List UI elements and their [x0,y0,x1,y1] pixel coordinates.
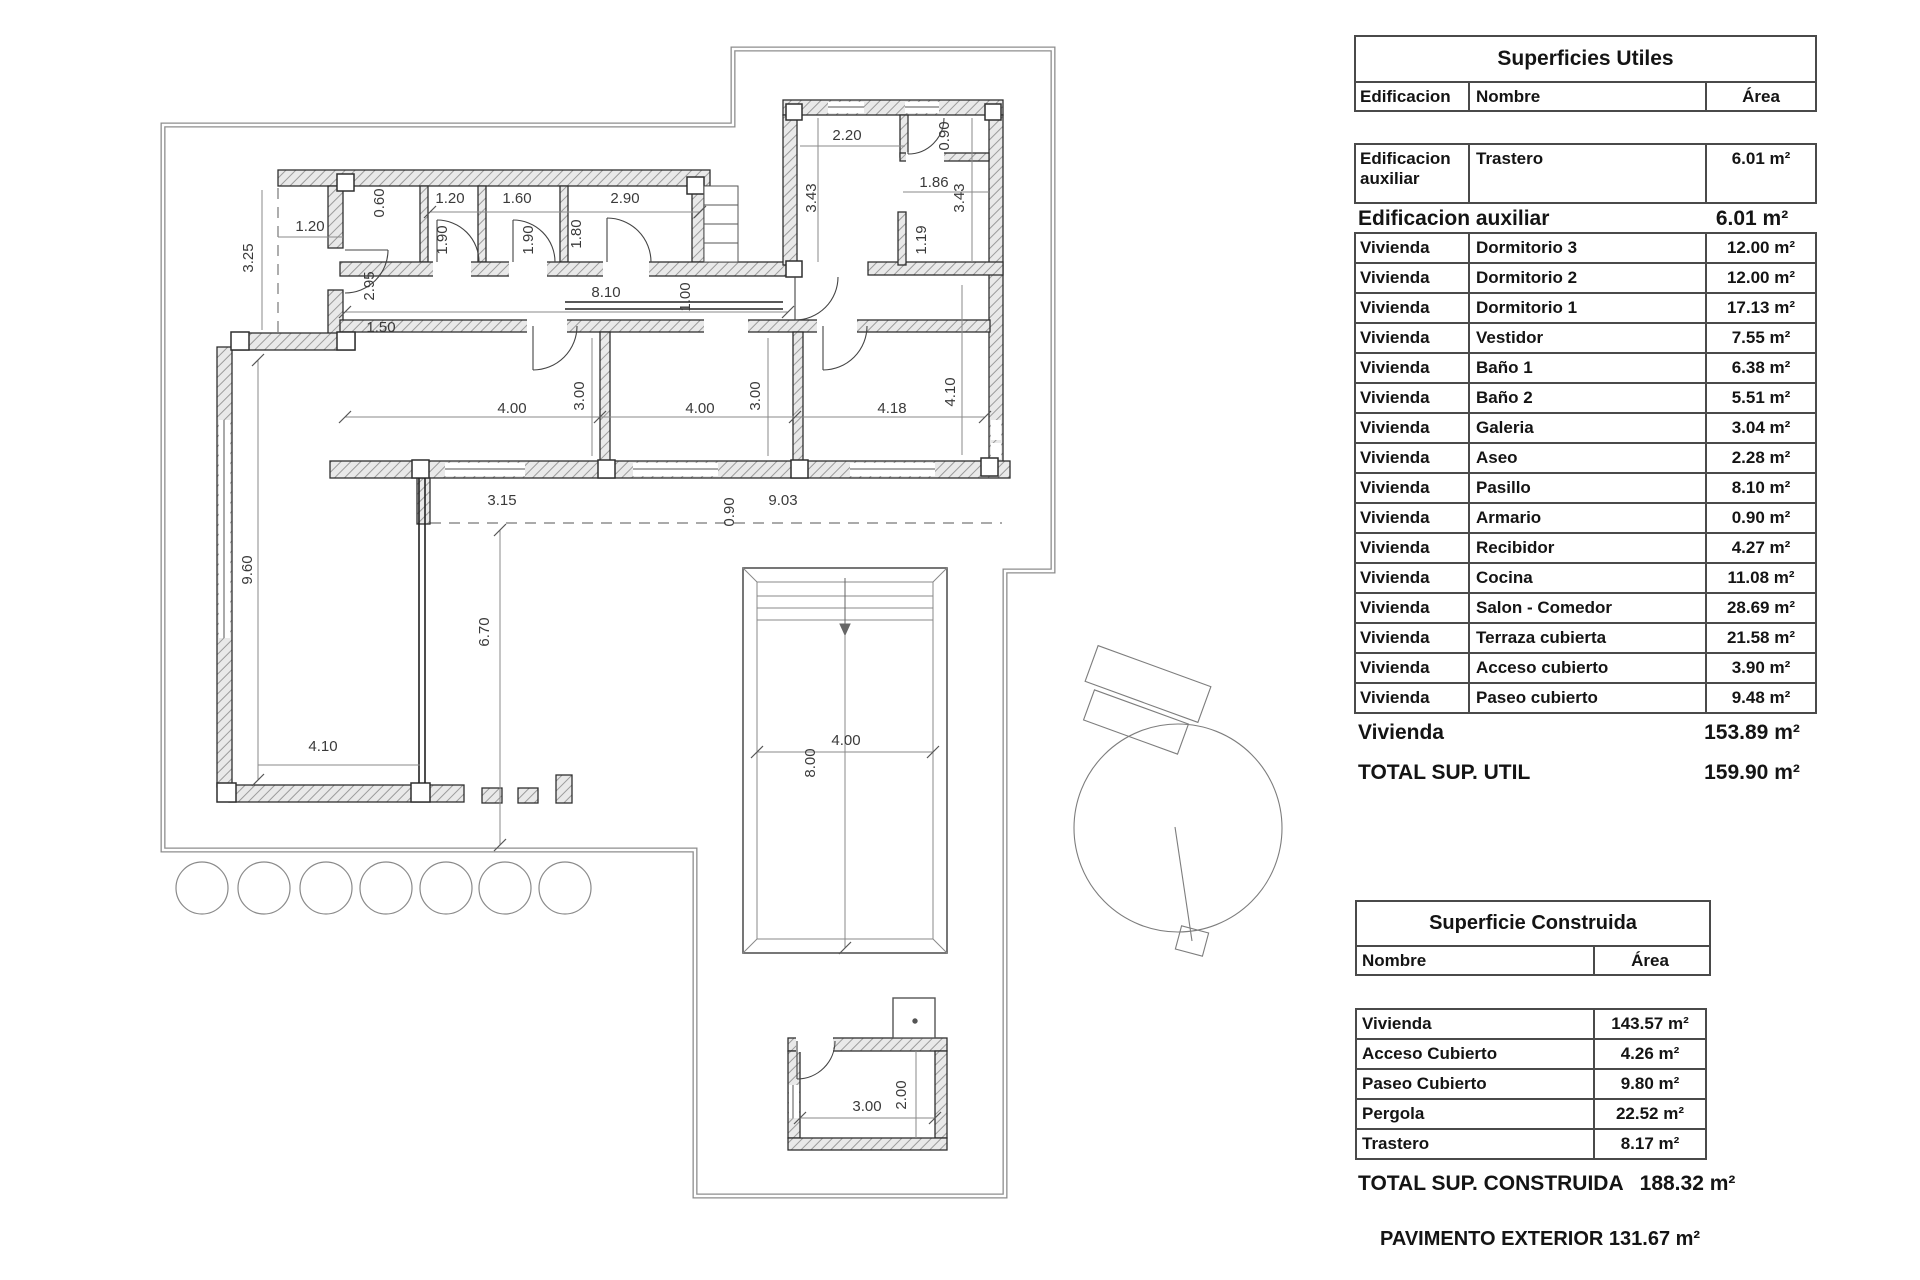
dimension-label: 3.43 [951,183,968,213]
table-row [1354,592,1817,624]
superficies-utiles-header [1354,35,1817,112]
dimension-label: 1.80 [568,219,585,249]
dimension-label: 4.00 [831,732,861,749]
superficie-construida-header [1355,900,1711,976]
cell-nombre: Baño 1 [1468,354,1705,382]
table-row [1355,1068,1707,1100]
cell-nombre: Terraza cubierta [1468,624,1705,652]
cell-area: 9.48 m² [1705,684,1815,712]
cell-edificacion: Vivienda [1360,508,1430,527]
column-headers [1356,81,1815,110]
cell-edificacion: Vivienda [1360,268,1430,287]
cell-area: 8.17 m² [1593,1130,1705,1158]
cell-area: 5.51 m² [1705,384,1815,412]
cell-edificacion: Vivienda [1360,538,1430,557]
dimension-label: 1.50 [366,319,396,336]
dimension-label: 1.60 [502,190,532,207]
cell-area: 12.00 m² [1705,264,1815,292]
dimension-label: 9.03 [768,492,798,509]
cell-edificacion: Vivienda [1360,328,1430,347]
cell-area: 22.52 m² [1593,1100,1705,1128]
table-row [1354,143,1817,204]
total-construida-line [1358,1172,1735,1196]
large-tree [1074,646,1282,957]
cell-nombre: Vestidor [1468,324,1705,352]
column-header-area: Área [1593,947,1705,974]
cell-area: 11.08 m² [1705,564,1815,592]
dimension-label: 1.90 [520,225,537,255]
summary-value: 153.89 m² [1704,721,1800,744]
dimension-label: 3.25 [240,243,257,273]
dimension-label: 1.86 [919,174,949,191]
cell-area: 12.00 m² [1705,234,1815,262]
cell-nombre: Cocina [1468,564,1705,592]
cell-nombre: Acceso Cubierto [1362,1044,1498,1063]
table-row [1354,442,1817,474]
summary-label: TOTAL SUP. UTIL [1358,761,1531,784]
dimension-label: 8.00 [802,748,819,778]
cell-nombre: Dormitorio 2 [1468,264,1705,292]
table-row [1355,1008,1707,1040]
dimension-label: 0.60 [371,188,388,218]
table-title: Superficies Utiles [1497,47,1674,70]
table-title: Superficie Construida [1429,912,1637,934]
table-row [1354,262,1817,294]
cell-edificacion: Vivienda [1360,388,1430,407]
table-row [1354,562,1817,594]
dimension-label: 4.10 [942,377,959,407]
cell-nombre: Baño 2 [1468,384,1705,412]
summary-label: Vivienda [1358,721,1444,744]
cell-edificacion: Vivienda [1360,688,1430,707]
trastero-annex [893,998,935,1038]
cell-edificacion: Vivienda [1360,418,1430,437]
cell-area: 0.90 m² [1705,504,1815,532]
superficie-construida-rows [1355,1010,1707,1160]
table-row [1354,352,1817,384]
cell-nombre: Acceso cubierto [1468,654,1705,682]
dimension-label: 3.00 [747,381,764,411]
dimension-label: 2.00 [893,1080,910,1110]
superficies-utiles-table [1354,35,1817,794]
cell-area: 4.27 m² [1705,534,1815,562]
tree-circles [176,862,591,914]
superficies-utiles-rows [1354,143,1817,794]
column-header-area: Área [1705,83,1815,110]
cell-area: 28.69 m² [1705,594,1815,622]
cell-edificacion: Vivienda [1360,478,1430,497]
summary-label: Edificacion auxiliar [1358,207,1550,230]
cell-area: 8.10 m² [1705,474,1815,502]
dimension-label: 4.00 [497,400,527,417]
cell-area: 4.26 m² [1593,1040,1705,1068]
walls [217,100,1010,1150]
cell-area: 3.04 m² [1705,414,1815,442]
table-row [1355,1098,1707,1130]
cell-nombre: Armario [1468,504,1705,532]
dimension-label: 3.00 [571,381,588,411]
cell-nombre: Recibidor [1468,534,1705,562]
dimension-label: 6.70 [476,617,493,647]
cell-nombre: Trastero [1362,1134,1430,1153]
cell-edificacion: Vivienda [1360,598,1430,617]
total-construida-value: 188.32 m² [1639,1172,1736,1195]
column-header-nombre: Nombre [1468,83,1705,110]
pool-entry-arrow [840,578,850,635]
dimension-label: 8.10 [591,284,621,301]
table-row [1354,472,1817,504]
cell-area: 2.28 m² [1705,444,1815,472]
table-row [1354,292,1817,324]
table-row [1354,232,1817,264]
dimension-label: 0.90 [721,497,738,527]
total-construida-label: TOTAL SUP. CONSTRUIDA [1358,1172,1624,1195]
table-row [1354,752,1817,794]
cell-nombre: Vivienda [1362,1014,1432,1033]
dimension-label: 1.19 [913,225,930,255]
shaft [704,186,738,262]
table-row [1354,382,1817,414]
cell-nombre: Pergola [1362,1104,1425,1123]
cell-edificacion: Edificacion auxiliar [1360,149,1451,188]
cell-nombre: Aseo [1468,444,1705,472]
table-row [1355,1128,1707,1160]
column-headers [1357,945,1709,974]
cell-area: 17.13 m² [1705,294,1815,322]
table-row [1354,502,1817,534]
dimension-label: 2.95 [361,271,378,301]
cell-nombre: Paseo Cubierto [1362,1074,1487,1093]
table-row [1354,652,1817,684]
cell-edificacion: Vivienda [1360,358,1430,377]
table-row [1354,532,1817,564]
cell-edificacion: Vivienda [1360,238,1430,257]
table-row [1354,204,1817,234]
table-row [1354,322,1817,354]
summary-value: 6.01 m² [1715,207,1789,230]
dimension-ticks [252,206,991,1124]
cell-nombre: Salon - Comedor [1468,594,1705,622]
cell-edificacion: Vivienda [1360,658,1430,677]
dimension-label: 0.90 [936,121,953,151]
cell-area: 21.58 m² [1705,624,1815,652]
cell-area: 6.38 m² [1705,354,1815,382]
cell-nombre: Paseo cubierto [1468,684,1705,712]
cell-area: 7.55 m² [1705,324,1815,352]
pavimento-exterior-line: PAVIMENTO EXTERIOR 131.67 m² [1380,1228,1701,1250]
cell-nombre: Galeria [1468,414,1705,442]
cell-edificacion: Vivienda [1360,298,1430,317]
dimension-label: 4.00 [685,400,715,417]
dimension-label: 3.00 [852,1098,882,1115]
cell-area: 9.80 m² [1593,1070,1705,1098]
dimension-label: 4.10 [308,738,338,755]
table-row [1354,412,1817,444]
cell-area: 143.57 m² [1593,1010,1705,1038]
dimension-label: 2.90 [610,190,640,207]
summary-value: 159.90 m² [1704,761,1800,784]
dimension-label: 3.43 [803,183,820,213]
cell-edificacion: Vivienda [1360,448,1430,467]
dimension-label: 1.90 [434,225,451,255]
wall-openings [219,102,1001,1118]
window-lines [224,107,939,1118]
cell-edificacion: Vivienda [1360,628,1430,647]
cell-nombre: Trastero [1468,145,1705,202]
cell-nombre: Dormitorio 1 [1468,294,1705,322]
dimension-label: 2.20 [832,127,862,144]
cell-nombre: Dormitorio 3 [1468,234,1705,262]
cell-area: 3.90 m² [1705,654,1815,682]
table-row [1355,1038,1707,1070]
dimension-label: 4.18 [877,400,907,417]
dimension-label: 1.00 [677,282,694,312]
cell-nombre: Pasillo [1468,474,1705,502]
dimension-label: 1.20 [295,218,325,235]
cell-area: 6.01 m² [1705,145,1815,202]
dimension-label: 3.15 [487,492,517,509]
cell-edificacion: Vivienda [1360,568,1430,587]
table-row [1354,714,1817,752]
dimension-label: 1.20 [435,190,465,207]
table-row [1354,682,1817,714]
dimension-label: 9.60 [239,555,256,585]
column-header-nombre: Nombre [1362,951,1427,970]
column-header-edificacion: Edificacion [1360,87,1451,106]
table-row [1354,622,1817,654]
